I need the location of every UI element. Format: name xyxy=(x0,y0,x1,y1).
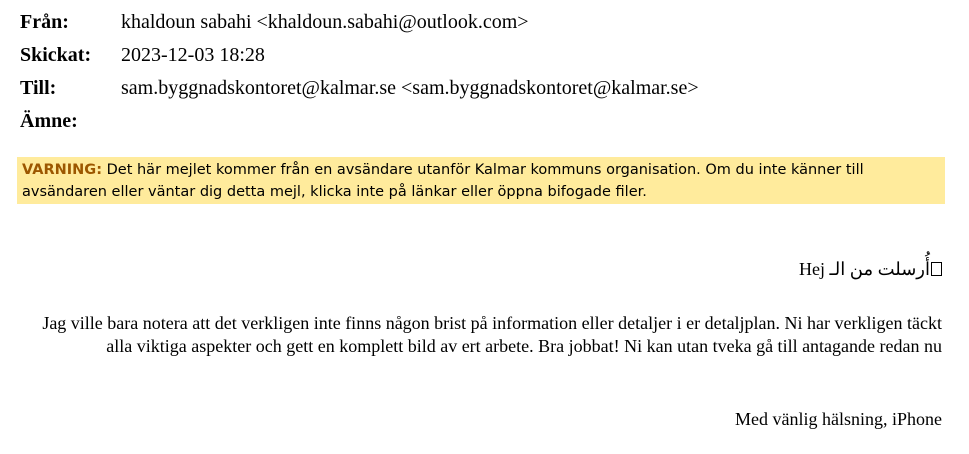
to-value: sam.byggnadskontoret@kalmar.se <sam.byggnadskontoret@kalmar.se> xyxy=(121,77,699,99)
warning-text: Det här mejlet kommer från en avsändare utanför Kalmar kommuns organisation. Om du inte känner till avsändaren eller väntar dig detta mejl, klicka inte på länkar eller öppna bifogade filer. xyxy=(22,162,864,200)
warning-label: VARNING: xyxy=(22,162,102,178)
email-header xyxy=(20,6,950,138)
from-row xyxy=(20,6,950,39)
external-sender-warning-banner xyxy=(17,157,945,204)
message-body: Jag ville bara notera att det verkligen inte finns någon brist på information eller detaljer i er detaljplan. Ni har verkligen täckt alla viktiga aspekter och gett en komplett bild av ert arbete. Bra jobbat! Ni kan utan tveka gå till antagande redan nu xyxy=(42,313,942,356)
missing-glyph-icon xyxy=(931,262,942,276)
signoff: Med vänlig hälsning, iPhone xyxy=(735,409,942,429)
sent-row xyxy=(20,39,950,72)
greeting-text: Hej أُرسلت من الـ xyxy=(798,259,930,279)
to-label: Till: xyxy=(20,77,57,99)
subject-row xyxy=(20,105,950,138)
sent-label: Skickat: xyxy=(20,44,92,66)
to-row xyxy=(20,72,950,105)
sent-value: 2023-12-03 18:28 xyxy=(121,44,265,66)
subject-label: Ämne: xyxy=(20,110,78,132)
greeting-line xyxy=(18,258,942,281)
from-label: Från: xyxy=(20,11,69,33)
from-value: khaldoun sabahi <khaldoun.sabahi@outlook.com> xyxy=(121,11,529,33)
